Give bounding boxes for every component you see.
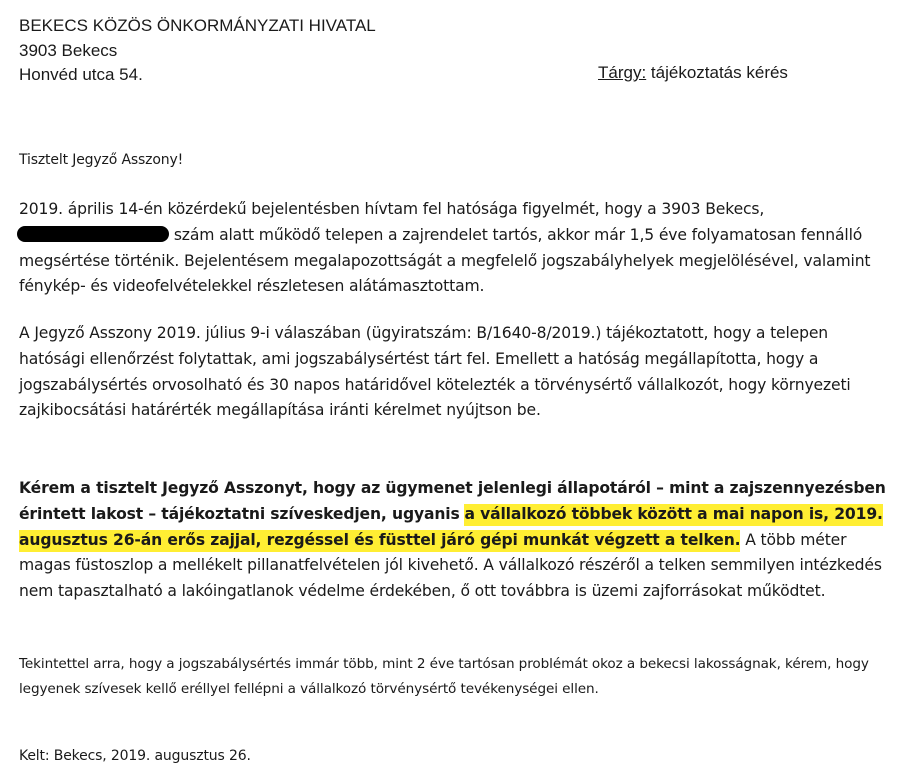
date-line: Kelt: Bekecs, 2019. augusztus 26. (19, 748, 251, 764)
paragraph-second: A Jegyző Asszony 2019. július 9-i válaszában (ügyiratszám: B/1640-8/2019.) tájékoztatott, hogy a telepen hatósági ellenőrzést folytattak, ami jogszabálysértést tárt fel. Emellett a hatóság megállapította, hogy a jogszabálysértés orvosolható és 30 napos határidővel kötelezték a törvénysértő vállalkozót, hogy környezeti zajkibocsátási határérték megállapítása iránti kérelmet nyújtson be. (19, 324, 851, 420)
sender-office-name: BEKECS KÖZÖS ÖNKORMÁNYZATI HIVATAL (19, 16, 376, 35)
paragraph-fourth: Tekintettel arra, hogy a jogszabálysértés immár több, mint 2 éve tartósan problémát okoz a bekecsi lakosságnak, kérem, hogy legyenek szívesek kellő eréllyel fellépni a vállalkozó törvénysértő tevékenységei ellen. (19, 656, 869, 697)
sender-postal-city: 3903 Bekecs (19, 40, 118, 60)
paragraph-third-bold-intro: Kérem a tisztelt Jegyző Asszonyt, hogy az ügymenet jelenlegi állapotáról – mint a zajszennyezésben érintett lakost – tájékoztatni szíveskedjen, ugyanis (19, 479, 886, 523)
subject-line (598, 63, 788, 83)
sender-street-address: Honvéd utca 54. (19, 65, 143, 84)
redaction-mark (17, 226, 169, 242)
salutation: Tisztelt Jegyző Asszony! (19, 152, 184, 168)
subject-label: Tárgy: (598, 63, 647, 82)
paragraph-third-rest: A több méter magas füstoszlop a mellékelt pillanatfelvételen jól kivehető. A vállalkozó részéről a telken semmilyen intézkedés nem tapasztalható a lakóingatlanok védelme érdekében, ő ott továbbra is üzemi zajforrásokat működtet. (19, 530, 882, 601)
paragraph-first-end: szám alatt működő telepen a zajrendelet tartós, akkor már 1,5 éve folyamatosan fennálló megsértése történik. Bejelentésem megalapozottságát a megfelelő jogszabályhelyek megjelölésével, valamint fénykép- és videofelvételekkel részletesen alátámasztottam. (19, 225, 871, 296)
paragraph-first (19, 197, 887, 300)
subject-value: tájékoztatás kérés (650, 63, 788, 82)
highlighted-text: a vállalkozó többek között a mai napon is, 2019. augusztus 26-án erős zajjal, rezgéssel és füsttel járó gépi munkát végzett a telken. (19, 504, 883, 552)
paragraph-third (19, 476, 887, 605)
paragraph-first-start: 2019. április 14-én közérdekű bejelentésben hívtam fel hatósága figyelmét, hogy a 3903 Bekecs, (19, 200, 765, 218)
